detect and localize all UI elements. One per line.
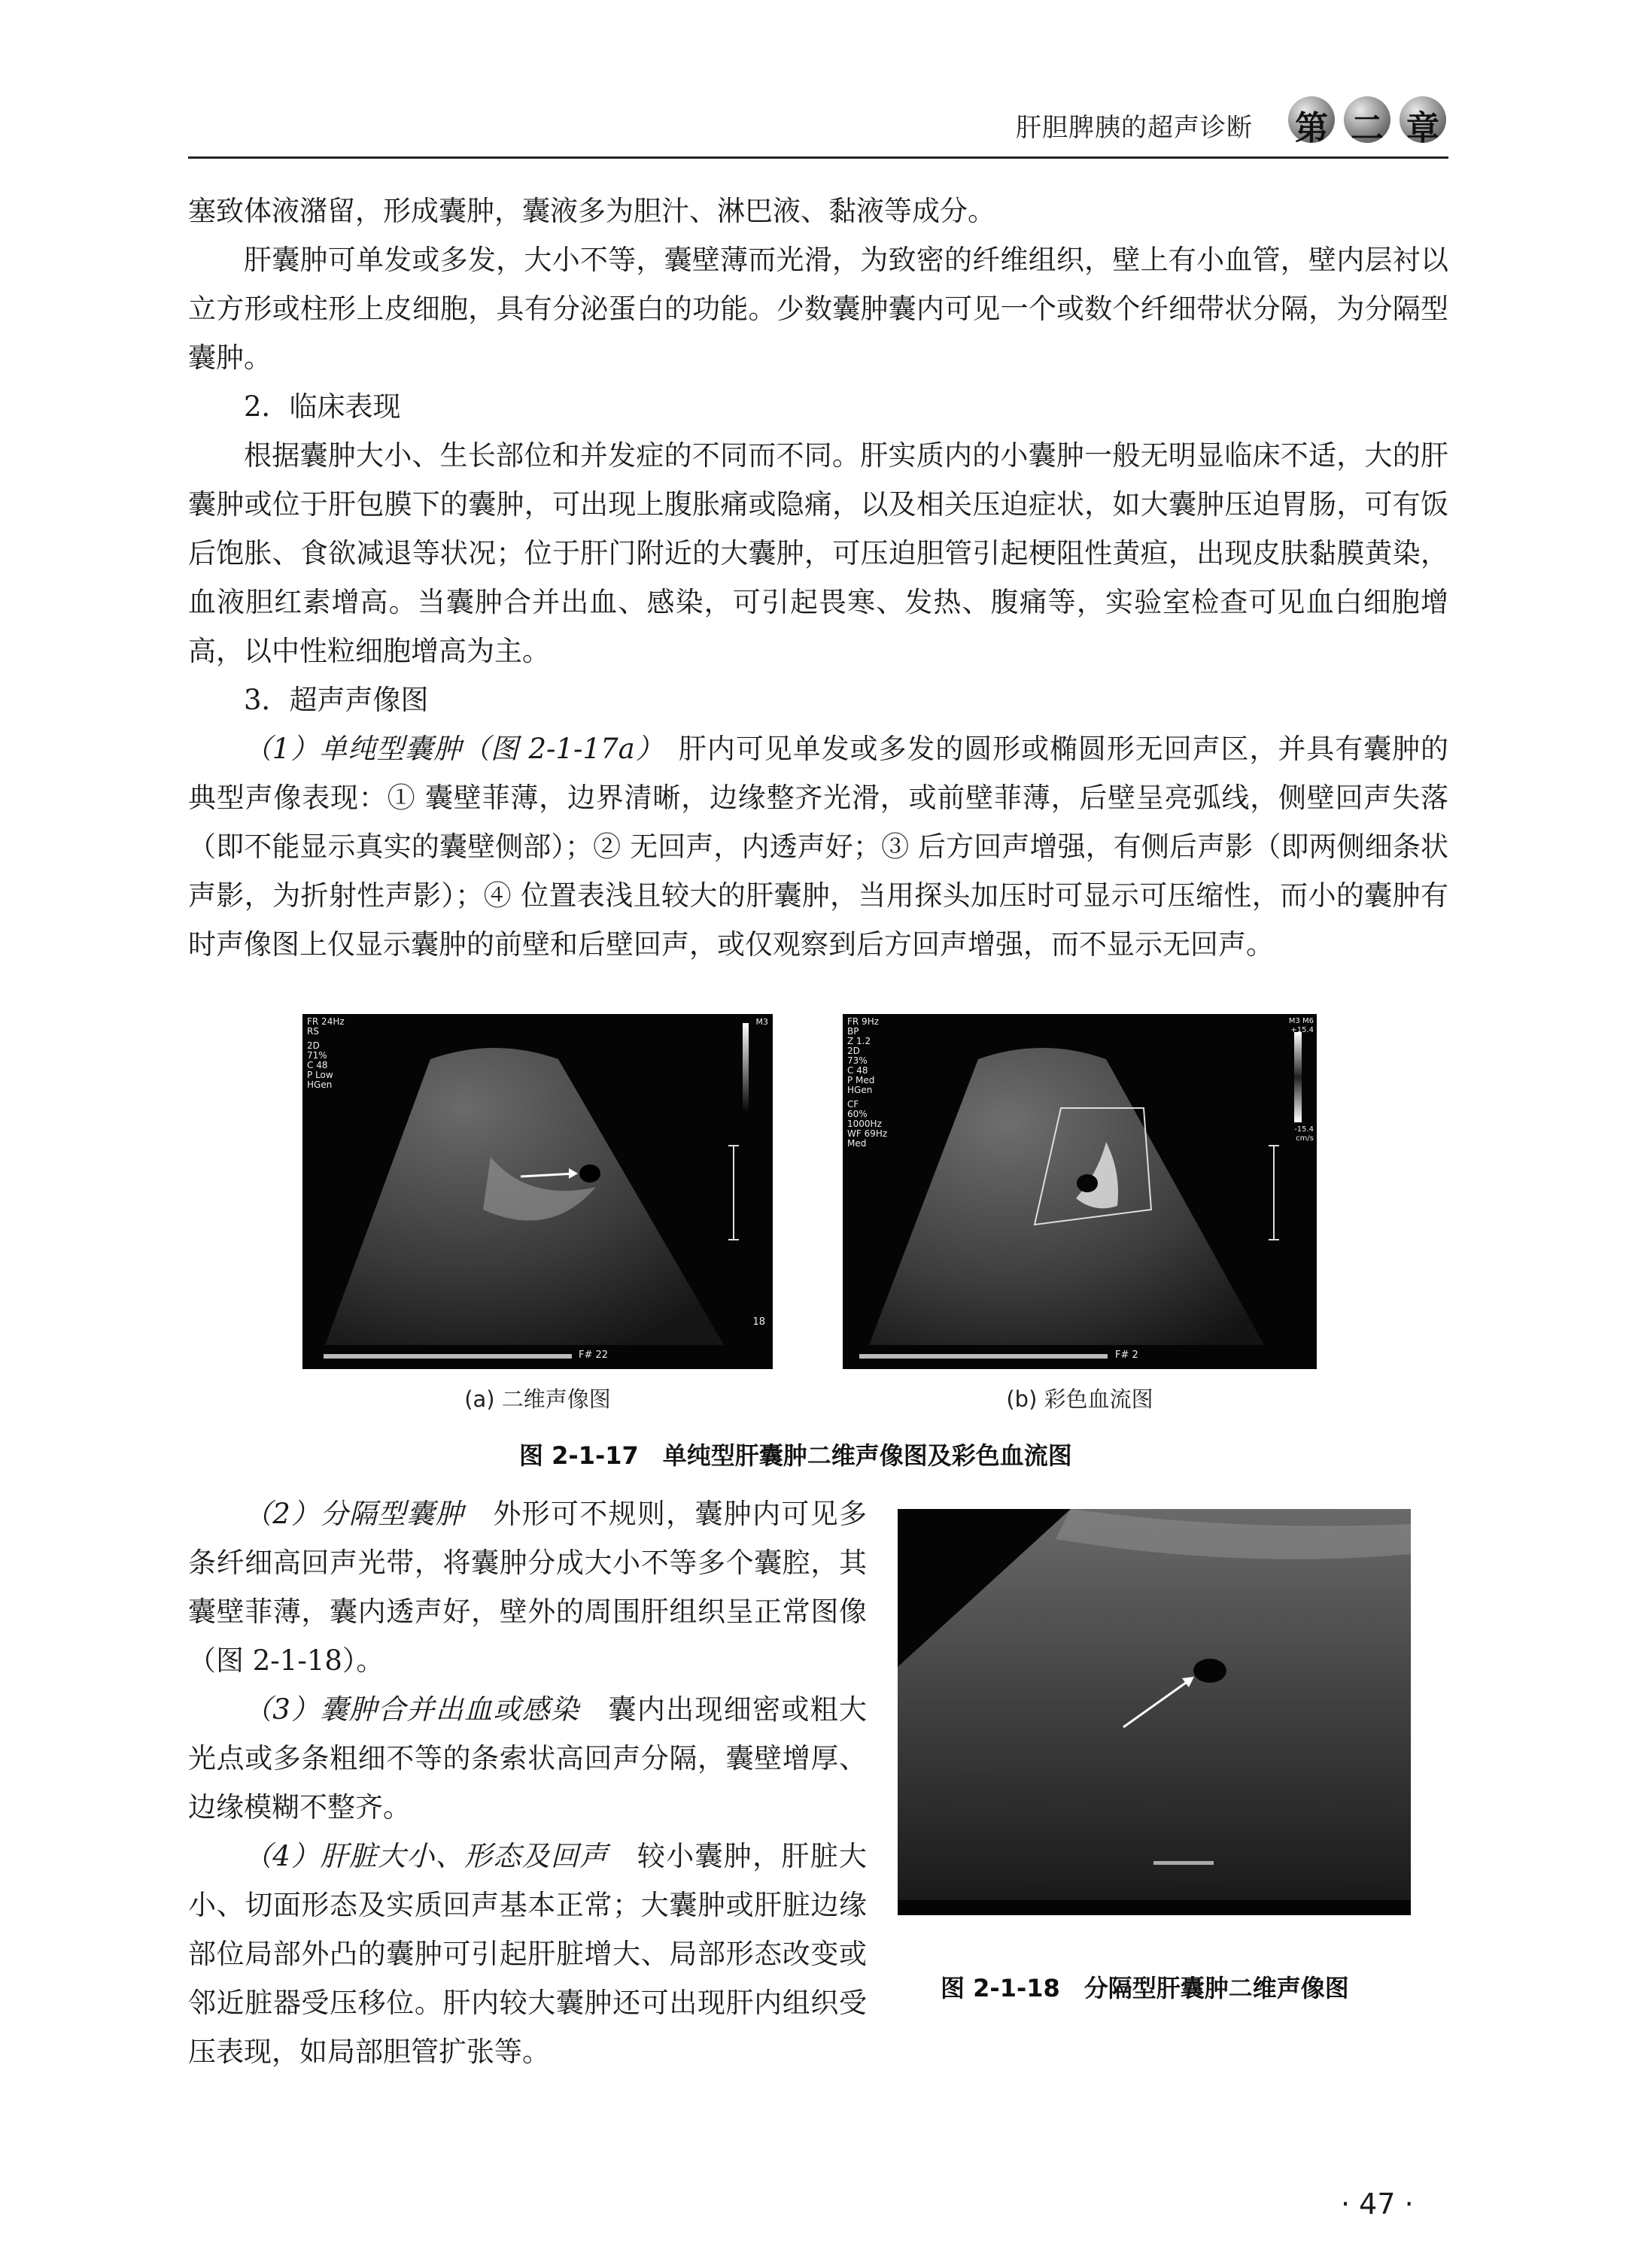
figure-17-title: 图 2-1-17 单纯型肝囊肿二维声像图及彩色血流图 [519, 1441, 1072, 1470]
overlay-line: Z 1.2 [847, 1036, 871, 1046]
simple-cyst-text: 肝内可见单发或多发的圆形或椭圆形无回声区，并具有囊肿的典型声像表现：① 囊壁菲薄，边界清晰，边缘整齐光滑，或前壁菲薄，后壁呈亮弧线，侧壁回声失落（即不能显示真实的囊壁侧部）；② 无回声，内透声好；③ 后方回声增强，有侧后声影（即两侧细条状声影，为折射性声影）；④ 位置表浅且较大的肝囊肿，当用探头加压时可显示可压缩性，而小的囊肿有时声像图上仅显示囊肿的前壁和后壁回声，或仅观察到后方回声增强，而不显示无回声。 [188, 733, 1449, 961]
heading-clinical: 2．临床表现 [244, 390, 401, 423]
overlay-line: P Low [307, 1070, 333, 1080]
overlay-params-a [307, 1017, 345, 1090]
hemorrhage-text: 囊内出现细密或粗大光点或多条粗细不等的条索状高回声分隔，囊壁增厚、边缘模糊不整齐。 [188, 1693, 868, 1823]
paragraph-liver-size [188, 1832, 867, 2076]
frame-label-b: F# 2 [1115, 1350, 1138, 1361]
overlay-line: 73% [847, 1055, 868, 1066]
overlay-line: WF 69Hz [847, 1128, 888, 1139]
overlay-line: C 48 [307, 1060, 328, 1070]
overlay-line: M3 M6 [1288, 1017, 1314, 1025]
ultrasound-image-color-doppler [843, 1014, 1317, 1369]
simple-cyst-lead: （1）单纯型囊肿（图 2-1-17a） [244, 733, 651, 765]
overlay-line: P Med [847, 1075, 875, 1085]
overlay-line: FR 24Hz [307, 1016, 345, 1027]
chapter-char-2: 二 [1351, 109, 1384, 147]
overlay-line: HGen [307, 1079, 333, 1090]
septated-cyst-lead: （2）分隔型囊肿 [244, 1498, 464, 1530]
paragraph-continuation: 塞致体液潴留，形成囊肿，囊液多为胆汁、淋巴液、黏液等成分。 [188, 195, 995, 227]
overlay-line: cm/s [1296, 1134, 1314, 1143]
overlay-line: BP [847, 1026, 859, 1037]
velocity-scale-labels [1289, 1017, 1314, 1035]
overlay-line: FR 9Hz [847, 1016, 880, 1027]
page-number: · 47 · [1341, 2188, 1414, 2221]
paragraph-simple-cyst [188, 724, 1448, 969]
hemorrhage-lead: （3）囊肿合并出血或感染 [244, 1693, 580, 1726]
ultrasound-image-septated [898, 1509, 1411, 1915]
overlay-mode-a: M3 [755, 1017, 768, 1027]
overlay-line: HGen [847, 1085, 873, 1095]
liver-size-lead: （4）肝脏大小、形态及回声 [244, 1840, 609, 1872]
overlay-line: +15.4 [1290, 1026, 1314, 1034]
overlay-line: 2D [847, 1046, 860, 1056]
caption-b: (b) 彩色血流图 [1006, 1386, 1153, 1412]
overlay-line: 60% [847, 1109, 868, 1119]
liver-size-text: 较小囊肿，肝脏大小、切面形态及实质回声基本正常；大囊肿或肝脏边缘部位局部外凸的囊肿可引起肝脏增大、局部形态改变或邻近脏器受压移位。肝内较大囊肿还可出现肝内组织受压表现，如局部胆管扩张等。 [188, 1840, 868, 2068]
overlay-line: Med [847, 1138, 867, 1149]
septated-cyst-text: 外形可不规则，囊肿内可见多条纤细高回声光带，将囊肿分成大小不等多个囊腔，其囊壁菲薄，囊内透声好，壁外的周围肝组织呈正常图像（图 2-1-18）。 [188, 1498, 867, 1677]
overlay-line: 1000Hz [847, 1119, 882, 1129]
chapter-char-1: 第 [1295, 109, 1328, 147]
depth-label-a: 18 [752, 1316, 765, 1328]
overlay-line: 2D [307, 1040, 320, 1051]
figure-18-title: 图 2-1-18 分隔型肝囊肿二维声像图 [941, 1974, 1349, 2002]
frame-label-a: F# 22 [579, 1350, 609, 1361]
overlay-line: CF [847, 1099, 859, 1110]
chapter-char-3: 章 [1406, 109, 1439, 147]
paragraph-cyst-description: 肝囊肿可单发或多发，大小不等，囊壁薄而光滑，为致密的纤维组织，壁上有小血管，壁内层衬以立方形或柱形上皮细胞，具有分泌蛋白的功能。少数囊肿囊内可见一个或数个纤细带状分隔，为分隔型囊肿。 [188, 244, 1448, 374]
paragraph-hemorrhage [188, 1685, 867, 1832]
paragraph-clinical: 根据囊肿大小、生长部位和并发症的不同而不同。肝实质内的小囊肿一般无明显临床不适，大的肝囊肿或位于肝包膜下的囊肿，可出现上腹胀痛或隐痛，以及相关压迫症状，如大囊肿压迫胃肠，可有饭后饱胀、食欲减退等状况；位于肝门附近的大囊肿，可压迫胆管引起梗阻性黄疸，出现皮肤黏膜黄染，血液胆红素增高。当囊肿合并出血、感染，可引起畏寒、发热、腹痛等，实验室检查可见血白细胞增高，以中性粒细胞增高为主。 [188, 439, 1448, 667]
overlay-line: 71% [307, 1050, 327, 1061]
chapter-badge [1288, 96, 1446, 147]
header-rule [188, 156, 1448, 159]
overlay-line: RS [307, 1026, 319, 1037]
ultrasound-image-2d [302, 1014, 773, 1369]
overlay-line: -15.4 [1294, 1125, 1314, 1134]
velocity-scale-bottom [1294, 1125, 1314, 1143]
overlay-line: C 48 [847, 1065, 868, 1076]
running-header-title: 肝胆脾胰的超声诊断 [1016, 113, 1253, 143]
heading-ultrasound: 3．超声声像图 [244, 684, 429, 716]
caption-a: (a) 二维声像图 [464, 1386, 611, 1412]
overlay-params-b [847, 1017, 887, 1149]
paragraph-septated-cyst [188, 1489, 867, 1685]
